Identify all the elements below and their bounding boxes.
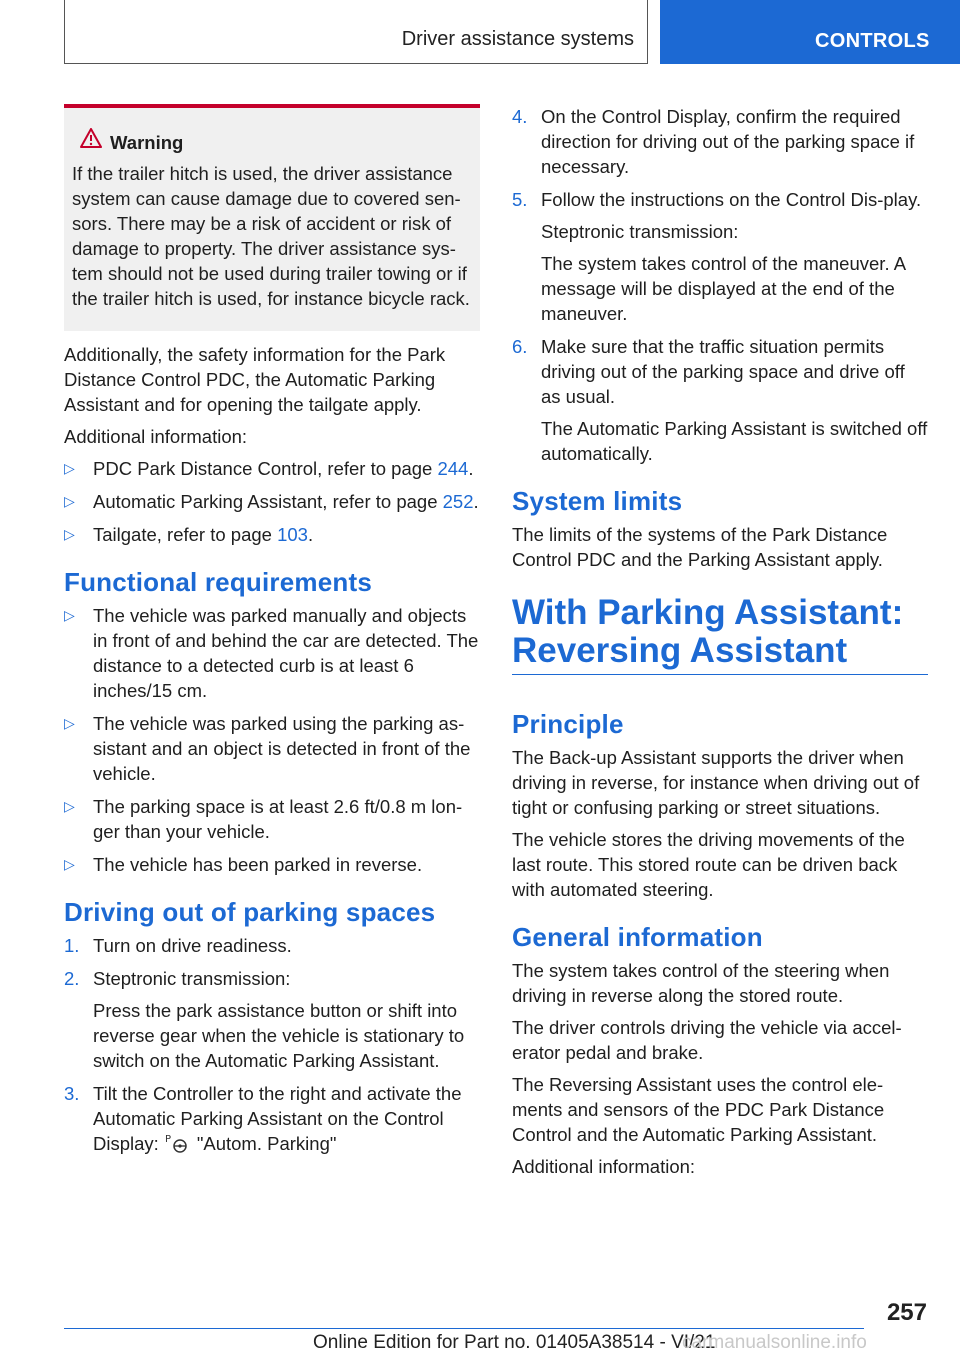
header-section-title: Driver assistance systems [401, 28, 634, 50]
parking-assistant-icon [165, 1133, 191, 1153]
general-information-heading: General information [512, 922, 763, 952]
step-item: 5. Follow the instructions on the Control Dis‐play. Steptronic transmission: The system takes control of the maneuver. A message will be displayed at the end of the maneuver. [512, 187, 928, 326]
watermark: carmanualsonline.info [682, 1332, 867, 1353]
safety-info-text: Additionally, the safety information for the Park Distance Control PDC, the Automatic Parking Assistant and for opening the tailgate apply. [64, 344, 446, 415]
principle-text-1: The Back-up Assistant supports the driver when driving in reverse, for instance when driving out of tight or confusing parking or street situations. [512, 747, 920, 818]
triangle-bullet-icon: ▷ [64, 715, 75, 731]
general-text-4: Additional information: [512, 1156, 696, 1177]
warning-triangle-icon [80, 128, 102, 148]
general-text-1: The system takes control of the steering when driving in reverse along the stored route. [512, 960, 890, 1006]
warning-text: If the trailer hitch is used, the driver assistance system can cause damage due to covered sen‐sors. There may be a risk of accident or risk of damage to property. The driver assistance sys‐tem should not be used during trailer towing or if the trailer hitch is used, for instance bicycle rack. [72, 163, 470, 309]
step-sub-text: Steptronic transmission: [541, 221, 739, 242]
page-link-103[interactable]: 103 [277, 524, 308, 545]
step-item: 2. Steptronic transmission: Press the park assistance button or shift into reverse gear when the vehicle is stationary to switch on the Automatic Parking Assistant. [64, 966, 480, 1073]
triangle-bullet-icon: ▷ [64, 460, 75, 476]
additional-info-label: Additional information: [64, 426, 248, 447]
reference-item: ▷ Tailgate, refer to page 103. [64, 524, 314, 545]
list-item: ▷ The vehicle was parked manually and objects in front of and behind the car are detected. The distance to a detected curb is at least 6 inches/15 cm. [64, 605, 479, 701]
driving-out-steps [64, 933, 480, 1156]
triangle-bullet-icon: ▷ [64, 856, 75, 872]
requirements-list [64, 603, 480, 877]
system-limits-text: The limits of the systems of the Park Distance Control PDC and the Parking Assistant apply. [512, 524, 888, 570]
right-column [512, 104, 928, 1186]
general-text-2: The driver controls driving the vehicle via accel‐erator pedal and brake. [512, 1017, 902, 1063]
driving-out-steps-continued [512, 104, 928, 466]
triangle-bullet-icon: ▷ [64, 607, 75, 623]
triangle-bullet-icon: ▷ [64, 798, 75, 814]
step-item: 4. On the Control Display, confirm the required direction for driving out of the parking space if necessary. [512, 106, 915, 177]
step-sub-text: Press the park assistance button or shift into reverse gear when the vehicle is stationary to switch on the Automatic Parking Assistant. [93, 1000, 465, 1071]
reference-item: ▷ Automatic Parking Assistant, refer to page 252. [64, 491, 479, 512]
step-item: 1. Turn on drive readiness. [64, 935, 292, 956]
functional-requirements-heading: Functional requirements [64, 567, 372, 597]
reference-list [64, 456, 480, 547]
footer-divider [64, 1328, 864, 1329]
list-item: ▷ The vehicle was parked using the parking as‐sistant and an object is detected in front of the vehicle. [64, 713, 471, 784]
page-link-244[interactable]: 244 [437, 458, 469, 479]
triangle-bullet-icon: ▷ [64, 493, 75, 509]
driving-out-heading: Driving out of parking spaces [64, 897, 436, 927]
svg-text:P: P [164, 1134, 171, 1145]
step-item: 3. Tilt the Controller to the right and activate the Automatic Parking Assistant on the Control Display: P "Autom. Parking" [64, 1083, 462, 1154]
step-sub-text: The system takes control of the maneuver. A message will be displayed at the end of the maneuver. [541, 253, 906, 324]
system-limits-heading: System limits [512, 486, 683, 516]
warning-box [64, 104, 480, 331]
header-chapter-tab[interactable]: CONTROLS [660, 0, 960, 64]
step-sub-text: The Automatic Parking Assistant is switched off automatically. [541, 418, 928, 464]
reference-item: ▷ PDC Park Distance Control, refer to page 244. [64, 458, 474, 479]
footer-edition: Online Edition for Part no. 01405A38514 - VI/21 [313, 1332, 716, 1353]
step-item: 6. Make sure that the traffic situation permits driving out of the parking space and drive off as usual. The Automatic Parking Assistant is switched off automatically. [512, 336, 928, 464]
warning-title-text: Warning [110, 132, 184, 153]
left-column [64, 104, 480, 1164]
warning-title [110, 130, 472, 155]
page-link-252[interactable]: 252 [442, 491, 474, 512]
reversing-assistant-heading: With Parking Assistant: Reversing Assistant [512, 594, 928, 675]
principle-text-2: The vehicle stores the driving movements of the last route. This stored route can be driven back with automated steering. [512, 829, 905, 900]
triangle-bullet-icon: ▷ [64, 526, 75, 542]
general-text-3: The Reversing Assistant uses the control ele‐ments and sensors of the PDC Park Distance Control and the Automatic Parking Assistant. [512, 1074, 885, 1145]
list-item: ▷ The vehicle has been parked in reverse. [64, 854, 423, 875]
list-item: ▷ The parking space is at least 2.6 ft/0.8 m lon‐ger than your vehicle. [64, 796, 463, 842]
principle-heading: Principle [512, 709, 624, 739]
page-number: 257 [886, 1299, 927, 1326]
